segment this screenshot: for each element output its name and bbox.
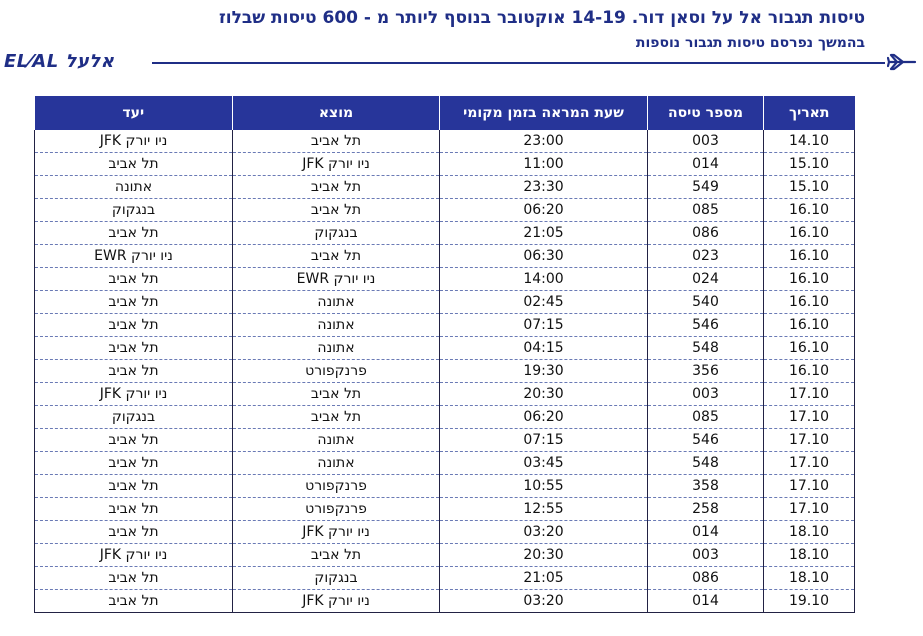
cell-flight-number: 548 — [648, 337, 764, 360]
cell-flight-number: 014 — [648, 521, 764, 544]
cell-flight-number: 258 — [648, 498, 764, 521]
table-row — [35, 429, 855, 452]
cell-destination: תל אביב — [35, 498, 233, 521]
cell-destination: ניו יורק EWR — [35, 245, 233, 268]
cell-local-time: 21:05 — [440, 567, 648, 590]
table-row — [35, 498, 855, 521]
cell-flight-number: 023 — [648, 245, 764, 268]
cell-destination: תל אביב — [35, 314, 233, 337]
cell-local-time: 12:55 — [440, 498, 648, 521]
cell-flight-number: 085 — [648, 406, 764, 429]
cell-origin: תל אביב — [233, 245, 440, 268]
cell-flight-number: 024 — [648, 268, 764, 291]
cell-local-time: 03:45 — [440, 452, 648, 475]
header-divider — [152, 62, 885, 64]
cell-date: 18.10 — [764, 567, 855, 590]
cell-flight-number: 358 — [648, 475, 764, 498]
column-header-date: תאריך — [764, 96, 855, 130]
cell-destination: תל אביב — [35, 567, 233, 590]
elal-logo: EL⁄AL אלעל — [4, 51, 115, 72]
cell-date: 15.10 — [764, 153, 855, 176]
cell-date: 17.10 — [764, 498, 855, 521]
cell-local-time: 10:55 — [440, 475, 648, 498]
cell-local-time: 21:05 — [440, 222, 648, 245]
column-header-origin: מוצא — [233, 96, 440, 130]
cell-origin: בנגקוק — [233, 222, 440, 245]
cell-local-time: 03:20 — [440, 590, 648, 613]
table-row — [35, 521, 855, 544]
cell-destination: תל אביב — [35, 360, 233, 383]
cell-origin: תל אביב — [233, 383, 440, 406]
table-row — [35, 314, 855, 337]
cell-destination: אתונה — [35, 176, 233, 199]
cell-flight-number: 086 — [648, 567, 764, 590]
table-row — [35, 268, 855, 291]
cell-origin: ניו יורק EWR — [233, 268, 440, 291]
cell-flight-number: 546 — [648, 314, 764, 337]
flights-table — [34, 96, 855, 613]
cell-date: 17.10 — [764, 452, 855, 475]
table-body — [35, 130, 855, 613]
cell-origin: ניו יורק JFK — [233, 590, 440, 613]
cell-destination: ניו יורק JFK — [35, 544, 233, 567]
cell-origin: ניו יורק JFK — [233, 153, 440, 176]
cell-local-time: 23:30 — [440, 176, 648, 199]
cell-flight-number: 549 — [648, 176, 764, 199]
cell-flight-number: 540 — [648, 291, 764, 314]
cell-date: 14.10 — [764, 130, 855, 153]
cell-origin: פרנקפורט — [233, 498, 440, 521]
cell-origin: תל אביב — [233, 544, 440, 567]
headline: טיסות תגבור אל על וסאן דור. 14-19 אוקטובר בנוסף ליותר מ - 600 טיסות שבלוז — [218, 8, 865, 28]
cell-flight-number: 548 — [648, 452, 764, 475]
cell-flight-number: 546 — [648, 429, 764, 452]
cell-date: 16.10 — [764, 360, 855, 383]
cell-date: 16.10 — [764, 337, 855, 360]
table-row — [35, 130, 855, 153]
cell-destination: תל אביב — [35, 268, 233, 291]
cell-origin: פרנקפורט — [233, 475, 440, 498]
cell-local-time: 02:45 — [440, 291, 648, 314]
cell-local-time: 03:20 — [440, 521, 648, 544]
cell-local-time: 06:20 — [440, 199, 648, 222]
cell-origin: אתונה — [233, 314, 440, 337]
table-row — [35, 406, 855, 429]
subheadline: בהמשך נפרסם טיסות תגבור נוספות — [635, 35, 865, 51]
cell-destination: תל אביב — [35, 429, 233, 452]
table-row — [35, 176, 855, 199]
cell-local-time: 19:30 — [440, 360, 648, 383]
cell-destination: תל אביב — [35, 521, 233, 544]
cell-flight-number: 085 — [648, 199, 764, 222]
cell-origin: פרנקפורט — [233, 360, 440, 383]
cell-flight-number: 014 — [648, 590, 764, 613]
cell-flight-number: 356 — [648, 360, 764, 383]
cell-destination: תל אביב — [35, 590, 233, 613]
cell-date: 16.10 — [764, 245, 855, 268]
cell-destination: תל אביב — [35, 291, 233, 314]
airplane-icon — [887, 52, 917, 72]
cell-local-time: 23:00 — [440, 130, 648, 153]
table-row — [35, 153, 855, 176]
cell-date: 19.10 — [764, 590, 855, 613]
cell-flight-number: 086 — [648, 222, 764, 245]
cell-local-time: 06:20 — [440, 406, 648, 429]
cell-local-time: 11:00 — [440, 153, 648, 176]
cell-destination: תל אביב — [35, 337, 233, 360]
cell-date: 16.10 — [764, 222, 855, 245]
table-row — [35, 222, 855, 245]
flights-table-container — [34, 96, 854, 613]
cell-date: 17.10 — [764, 383, 855, 406]
cell-origin: אתונה — [233, 337, 440, 360]
cell-local-time: 07:15 — [440, 314, 648, 337]
table-row — [35, 360, 855, 383]
table-row — [35, 452, 855, 475]
cell-destination: תל אביב — [35, 153, 233, 176]
table-row — [35, 245, 855, 268]
cell-date: 18.10 — [764, 521, 855, 544]
cell-flight-number: 003 — [648, 544, 764, 567]
column-header-local-time: שעת המראה בזמן מקומי — [440, 96, 648, 130]
cell-origin: אתונה — [233, 291, 440, 314]
cell-destination: בנגקוק — [35, 406, 233, 429]
table-row — [35, 291, 855, 314]
cell-date: 17.10 — [764, 406, 855, 429]
table-row — [35, 199, 855, 222]
table-row — [35, 590, 855, 613]
cell-destination: תל אביב — [35, 222, 233, 245]
cell-local-time: 06:30 — [440, 245, 648, 268]
cell-local-time: 20:30 — [440, 544, 648, 567]
table-header-row — [35, 96, 855, 130]
cell-date: 17.10 — [764, 475, 855, 498]
cell-local-time: 04:15 — [440, 337, 648, 360]
cell-destination: ניו יורק JFK — [35, 130, 233, 153]
cell-date: 17.10 — [764, 429, 855, 452]
cell-destination: ניו יורק JFK — [35, 383, 233, 406]
table-row — [35, 337, 855, 360]
cell-date: 16.10 — [764, 268, 855, 291]
table-row — [35, 475, 855, 498]
cell-origin: תל אביב — [233, 176, 440, 199]
cell-origin: אתונה — [233, 452, 440, 475]
cell-origin: תל אביב — [233, 406, 440, 429]
cell-flight-number: 003 — [648, 383, 764, 406]
cell-origin: ניו יורק JFK — [233, 521, 440, 544]
cell-destination: בנגקוק — [35, 199, 233, 222]
cell-local-time: 07:15 — [440, 429, 648, 452]
table-row — [35, 544, 855, 567]
cell-destination: תל אביב — [35, 475, 233, 498]
cell-origin: בנגקוק — [233, 567, 440, 590]
cell-origin: תל אביב — [233, 199, 440, 222]
cell-destination: תל אביב — [35, 452, 233, 475]
cell-flight-number: 014 — [648, 153, 764, 176]
cell-local-time: 20:30 — [440, 383, 648, 406]
column-header-flight-number: מספר טיסה — [648, 96, 764, 130]
cell-date: 18.10 — [764, 544, 855, 567]
cell-date: 16.10 — [764, 291, 855, 314]
cell-date: 15.10 — [764, 176, 855, 199]
cell-date: 16.10 — [764, 199, 855, 222]
cell-local-time: 14:00 — [440, 268, 648, 291]
cell-origin: תל אביב — [233, 130, 440, 153]
cell-origin: אתונה — [233, 429, 440, 452]
column-header-destination: יעד — [35, 96, 233, 130]
cell-flight-number: 003 — [648, 130, 764, 153]
table-row — [35, 383, 855, 406]
table-row — [35, 567, 855, 590]
cell-date: 16.10 — [764, 314, 855, 337]
